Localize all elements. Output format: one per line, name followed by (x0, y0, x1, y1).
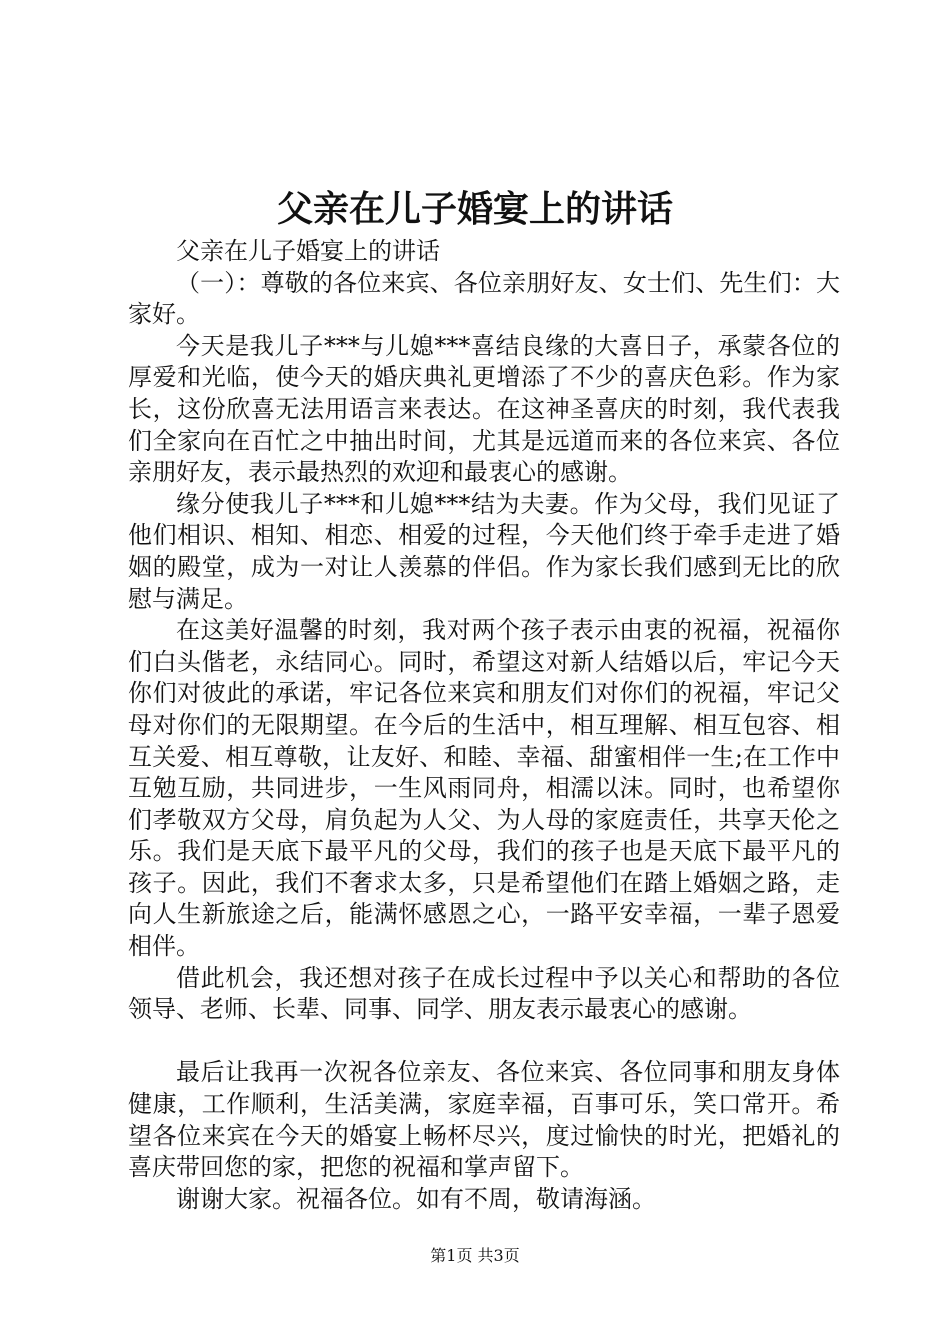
document-body (128, 236, 840, 1215)
paragraph-welcome: 今天是我儿子***与儿媳***喜结良缘的大喜日子，承蒙各位的厚爱和光临，使今天的婚庆典礼更增添了不少的喜庆色彩。作为家长，这份欣喜无法用语言来表达。在这神圣喜庆的时刻，我代表我们全家向在百忙之中抽出时间，尤其是远道而来的各位来宾、各位亲朋好友，表示最热烈的欢迎和最衷心的感谢。 (128, 331, 840, 487)
paragraph-closing: 谢谢大家。祝福各位。如有不周，敬请海涵。 (176, 1184, 656, 1213)
page-title: 父亲在儿子婚宴上的讲话 (276, 188, 673, 230)
paragraph-marriage: 缘分使我儿子***和儿媳***结为夫妻。作为父母，我们见证了他们相识、相知、相恋、相爱的过程，今天他们终于牵手走进了婚姻的殿堂，成为一对让人羡慕的伴侣。作为家长我们感到无比的欣慰与满足。 (128, 489, 840, 613)
paragraph-final-wishes: 最后让我再一次祝各位亲友、各位来宾、各位同事和朋友身体健康，工作顺利，生活美满，家庭幸福，百事可乐，笑口常开。希望各位来宾在今天的婚宴上畅杯尽兴，度过愉快的时光，把婚礼的喜庆带回您的家，把您的祝福和掌声留下。 (128, 1058, 840, 1182)
page-footer: 第1页 共3页 (430, 1246, 520, 1265)
paragraph-subtitle: 父亲在儿子婚宴上的讲话 (176, 237, 440, 265)
paragraph-greeting: （一）：尊敬的各位来宾、各位亲朋好友、女士们、先生们：大家好。 (128, 268, 840, 329)
paragraph-thanks: 借此机会，我还想对孩子在成长过程中予以关心和帮助的各位领导、老师、长辈、同事、同学、朋友表示最衷心的感谢。 (128, 963, 840, 1024)
paragraph-blessing: 在这美好温馨的时刻，我对两个孩子表示由衷的祝福，祝福你们白头偕老，永结同心。同时，希望这对新人结婚以后，牢记今天你们对彼此的承诺，牢记各位来宾和朋友们对你们的祝福，牢记父母对你们的无限期望。在今后的生活中，相互理解、相互包容、相互关爱、相互尊敬，让友好、和睦、幸福、甜蜜相伴一生;在工作中互勉互励，共同进步，一生风雨同舟，相濡以沫。同时，也希望你们孝敬双方父母，肩负起为人父、为人母的家庭责任，共享天伦之乐。我们是天底下最平凡的父母，我们的孩子也是天底下最平凡的孩子。因此，我们不奢求太多，只是希望他们在踏上婚姻之路，走向人生新旅途之后，能满怀感恩之心，一路平安幸福，一辈子恩爱相伴。 (128, 616, 840, 961)
